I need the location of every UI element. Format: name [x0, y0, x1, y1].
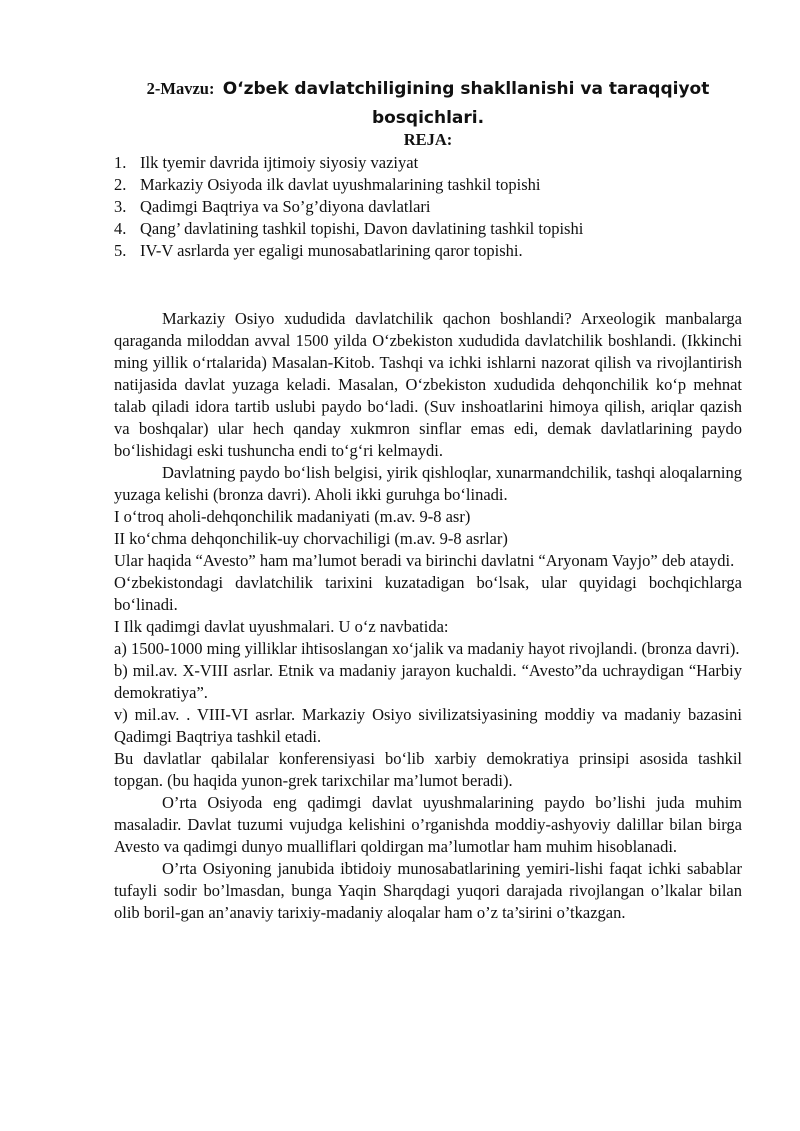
plan-item-text: Ilk tyemir davrida ijtimoiy siyosiy vaziyat	[140, 153, 419, 172]
document-body	[114, 308, 742, 924]
body-paragraph: b) mil.av. X-VIII asrlar. Etnik va madaniy jarayon kuchaldi. “Avesto”da uchraydigan “Harbiy demokratiya”.	[114, 661, 742, 702]
document-page	[114, 72, 742, 924]
plan-heading: REJA:	[403, 130, 453, 149]
plan-item-number: 4.	[114, 219, 127, 238]
plan-item-text: Qadimgi Baqtriya va So’g’diyona davlatlari	[140, 197, 431, 216]
body-paragraph: O’rta Osiyoning janubida ibtidoiy munosabatlarining yemiri-lishi faqat ichki sabablar tufayli sodir bo’lmasdan, bunga Yaqin Sharqdagi yuqori darajada rivojlangan o’lkalar bilan olib boril-gan an’anaviy tarixiy-madaniy aloqalar ham o’z ta’sirini o’tkazgan.	[114, 859, 742, 922]
body-paragraph: Davlatning paydo bo‘lish belgisi, yirik qishloqlar, xunarmandchilik, tashqi aloqalarning yuzaga kelishi (bronza davri). Aholi ikki guruhga bo‘linadi.	[114, 463, 742, 504]
body-paragraph: O’rta Osiyoda eng qadimgi davlat uyushmalarining paydo bo’lishi juda muhim masaladir. Davlat tuzumi vujudga kelishini o’rganishda moddiy-ashyoviy dalillar bilan birga Avesto va qadimgi dunyo mualliflari qoldirgan ma’lumotlar ham muhim hisoblanadi.	[114, 793, 742, 856]
plan-item-number: 3.	[114, 197, 127, 216]
plan-item-text: IV-V asrlarda yer egaligi munosabatlarining qaror topishi.	[140, 241, 523, 260]
plan-list	[114, 152, 742, 262]
plan-item	[114, 174, 742, 196]
plan-item-text: Qang’ davlatining tashkil topishi, Davon davlatining tashkil topishi	[140, 219, 584, 238]
plan-item	[114, 240, 742, 262]
plan-item-number: 5.	[114, 241, 127, 260]
body-paragraph: II ko‘chma dehqonchilik-uy chorvachiligi (m.av. 9-8 asrlar)	[114, 529, 508, 548]
body-paragraph: I Ilk qadimgi davlat uyushmalari. U o‘z navbatida:	[114, 617, 449, 636]
plan-item-number: 2.	[114, 175, 127, 194]
body-paragraph: Markaziy Osiyo xududida davlatchilik qachon boshlandi? Arxeologik manbalarga qaraganda miloddan avval 1500 yilda O‘zbekiston xududida davlatchilik boshlandi. (Ikkinchi ming yillik o‘rtalarida) Masalan-Kitob. Tashqi va ichki ishlarni nazorat qilish va rivojlantirish natijasida davlat yuzaga keladi. Masalan, O‘zbekiston xududida dehqonchilik ko‘p mehnat talab qiladi idora tartib uslubi paydo bo‘ladi. (Suv inshoatlarini himoya qilish, ariqlar qazish va boshqalar) ular hech qanday xukmron sinflar emas edi, demak davlatlarining paydo bo‘lishidagi eski tushuncha endi to‘g‘ri kelmaydi.	[114, 309, 742, 460]
plan-item	[114, 196, 742, 218]
body-paragraph: Ular haqida “Avesto” ham ma’lumot beradi va birinchi davlatni “Aryonam Vayjo” deb ataydi.	[114, 551, 735, 570]
body-paragraph: a) 1500-1000 ming yilliklar ihtisoslangan xo‘jalik va madaniy hayot rivojlandi. (bronza davri).	[114, 639, 740, 658]
title-prefix: 2-Mavzu:	[146, 79, 215, 98]
plan-item-text: Markaziy Osiyoda ilk davlat uyushmalarining tashkil topishi	[140, 175, 541, 194]
plan-item-number: 1.	[114, 153, 127, 172]
body-paragraph: v) mil.av. . VIII-VI asrlar. Markaziy Osiyo sivilizatsiyasining moddiy va madaniy bazasini Qadimgi Baqtriya tashkil etadi.	[114, 705, 742, 746]
body-paragraph: O‘zbekistondagi davlatchilik tarixini kuzatadigan bo‘lsak, ular quyidagi bochqichlarga bo‘linadi.	[114, 573, 742, 614]
title-main: O‘zbek davlatchiligining shakllanishi va taraqqiyot bosqichlari.	[222, 79, 710, 128]
plan-item	[114, 152, 742, 174]
document-title	[114, 72, 742, 130]
body-paragraph: I o‘troq aholi-dehqonchilik madaniyati (m.av. 9-8 asr)	[114, 507, 471, 526]
plan-item	[114, 218, 742, 240]
body-paragraph: Bu davlatlar qabilalar konferensiyasi bo‘lib xarbiy demokratiya prinsipi asosida tashkil topgan. (bu haqida yunon-grek tarixchilar ma’lumot beradi).	[114, 749, 742, 790]
